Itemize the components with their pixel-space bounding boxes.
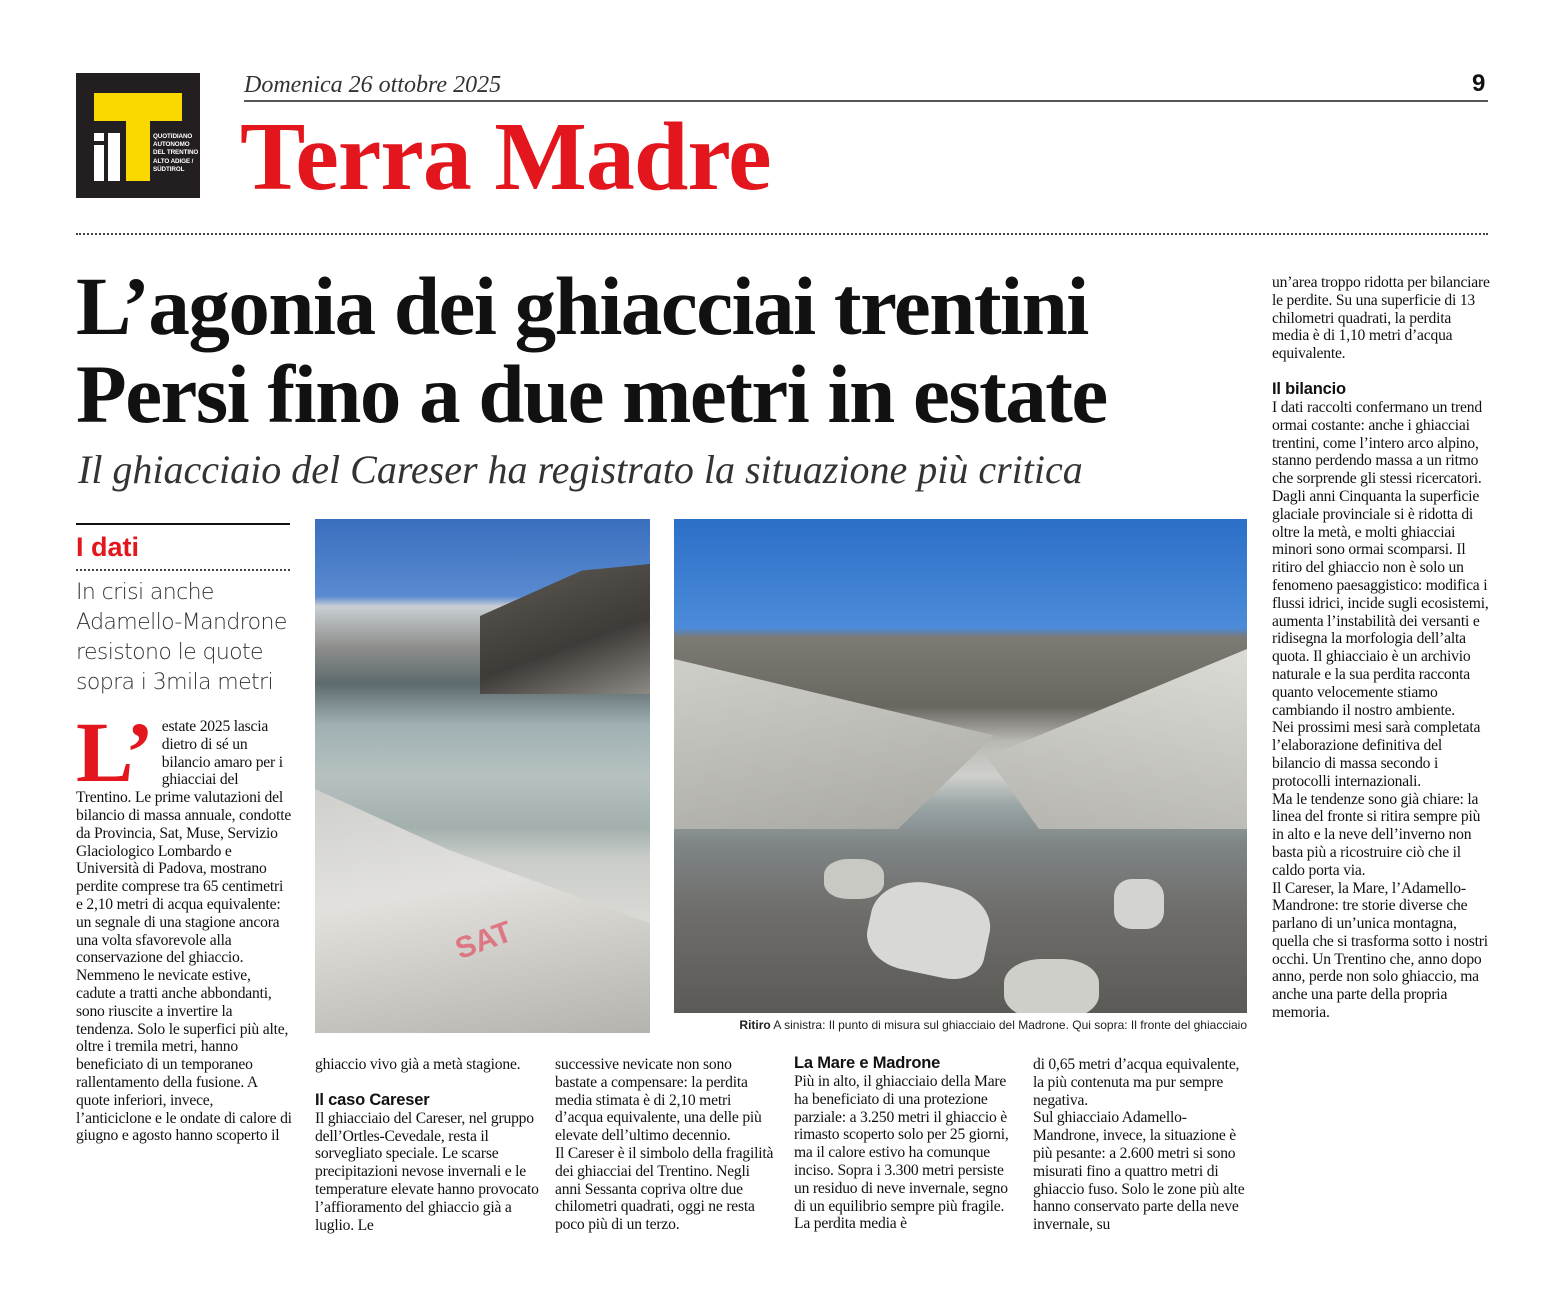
sidebar-text: In crisi anche Adamello-Mandrone resistono le quote sopra i 3mila metri — [76, 580, 287, 695]
paragraph: Il ghiacciaio del Careser, nel gruppo dell’Ortles-Cevedale, resta il sorvegliato speciale. Le scarse precipitazioni nevose invernali e le temperature elevate hanno provocato l’affioramento del ghiaccio già a luglio. Le — [315, 1109, 539, 1234]
subtitle: Il ghiacciaio del Careser ha registrato la situazione più critica — [78, 447, 1083, 492]
headline-line-1: L’agonia dei ghiacciai trentini — [76, 260, 1088, 352]
paragraph: Il Careser, la Mare, l’Adamello-Mandrone: tre storie diverse che parlano di un’unica montagna, quella che si trasforma sotto i nostri occhi. Un Trentino che, anno dopo anno, perde non solo ghiaccio, ma anche una parte della propria memoria. — [1272, 879, 1488, 1022]
body-column-1 — [76, 704, 292, 1145]
body-column-2 — [315, 1056, 540, 1234]
photo-glacier-front — [674, 519, 1247, 1013]
body-column-3 — [555, 1056, 777, 1234]
paragraph: estate 2025 lascia dietro di sé un bilancio amaro per i ghiacciai del Trentino. Le prime valutazioni del bilancio di massa annuale, condotte da Provincia, Sat, Muse, Servizio Glaciologico Lombardo e Università di Padova, mostrano perdite comprese tra 65 centimetri e 2,10 metri di acqua equivalente: un segnale di una stagione ancora una volta sfavorevole alla conservazione del ghiaccio. — [76, 718, 292, 967]
paragraph: Nei prossimi mesi sarà completata l’elaborazione definitiva del bilancio di massa secondo i protocolli internazionali. — [1272, 719, 1481, 790]
paragraph: ghiaccio vivo già a metà stagione. — [315, 1056, 521, 1073]
paragraph: Sul ghiacciaio Adamello-Mandrone, invece, la situazione è più pesante: a 2.600 metri si sono misurati fino a quattro metri di ghiaccio fuso. Solo le zone più alte hanno conservato parte della neve invernale, su — [1033, 1109, 1245, 1234]
photo-paint-mark: SAT — [450, 915, 517, 966]
subheading: La Mare e Madrone — [794, 1054, 941, 1072]
page-number: 9 — [1472, 70, 1486, 97]
newspaper-logo: QUOTIDIANO AUTONOMO DEL TRENTINO ALTO ADIGE / SÜDTIROL — [76, 73, 200, 198]
issue-date: Domenica 26 ottobre 2025 — [244, 72, 502, 98]
subheading: Il bilancio — [1272, 379, 1346, 398]
sidebar-dotted-rule — [76, 569, 290, 571]
body-column-4 — [794, 1054, 1016, 1233]
paragraph: Più in alto, il ghiacciaio della Mare ha beneficiato di una protezione parziale: a 3.250 metri il ghiaccio è rimasto scoperto solo per 25 giorni, ma il calore estivo ha comunque inciso. Sopra i 3.300 metri persiste un residuo di neve invernale, segno di un equilibrio sempre più fragile. La perdita media è — [794, 1073, 1009, 1233]
photo-madrone-measuring-point — [315, 519, 650, 1033]
headline-line-2: Persi fino a due metri in estate — [76, 348, 1107, 440]
subheading: Il caso Careser — [315, 1090, 430, 1109]
section-title: Terra Madre — [240, 103, 771, 211]
body-column-5 — [1033, 1056, 1251, 1234]
sidebar-rule — [76, 523, 290, 525]
paragraph: un’area troppo ridotta per bilanciare le perdite. Su una superficie di 13 chilometri quadrati, la perdita media è di 1,10 metri d’acqua equivalente. — [1272, 274, 1490, 363]
paragraph: Il Careser è il simbolo della fragilità dei ghiacciai del Trentino. Negli anni Sessanta copriva oltre due chilometri quadrati, oggi ne resta poco più di un terzo. — [555, 1144, 774, 1234]
dotted-divider — [76, 233, 1488, 235]
photo-caption — [674, 1018, 1247, 1032]
drop-cap: L’ — [76, 704, 154, 800]
paragraph: successive nevicate non sono bastate a compensare: la perdita media stimata è di 2,10 metri d’acqua equivalente, una delle più elevate dell’ultimo decennio. — [555, 1056, 762, 1145]
headline — [76, 262, 1107, 438]
paragraph: Ma le tendenze sono già chiare: la linea del fronte si ritira sempre più in alto e la neve dell’inverno non basta più a ricostruire ciò che il caldo porta via. — [1272, 790, 1481, 879]
sidebar-title: I dati — [76, 532, 140, 562]
paragraph: di 0,65 metri d’acqua equivalente, la più contenuta ma pur sempre negativa. — [1033, 1056, 1240, 1109]
caption-text: A sinistra: Il punto di misura sul ghiacciaio del Madrone. Qui sopra: Il fronte del ghiacciaio — [773, 1018, 1247, 1032]
paragraph: I dati raccolti confermano un trend ormai costante: anche i ghiacciai trentini, come l’intero arco alpino, stanno perdendo massa a un ritmo che sorprende gli stessi ricercatori. Dagli anni Cinquanta la superficie glaciale provinciale si è ridotta di oltre la metà, e molti ghiacciai minori sono ormai scomparsi. Il ritiro del ghiaccio non è solo un fenomeno paesaggistico: modifica i flussi idrici, incide sugli ecosistemi, aumenta l’instabilità dei versanti e ridisegna la morfologia dell’alta quota. Il ghiacciaio è un archivio naturale e la sua perdita racconta quanto velocemente stiamo cambiando il nostro ambiente. — [1272, 398, 1489, 719]
body-column-6 — [1272, 274, 1490, 1022]
paragraph: Nemmeno le nevicate estive, cadute a tratti anche abbondanti, sono riuscite a invertire la tendenza. Solo le superfici più alte, oltre i tremila metri, hanno beneficiato di un temporaneo rallentamento della fusione. A quote inferiori, invece, l’anticiclone e le ondate di calore di giugno e agosto hanno scoperto il — [76, 967, 292, 1145]
caption-label: Ritiro — [739, 1018, 771, 1032]
